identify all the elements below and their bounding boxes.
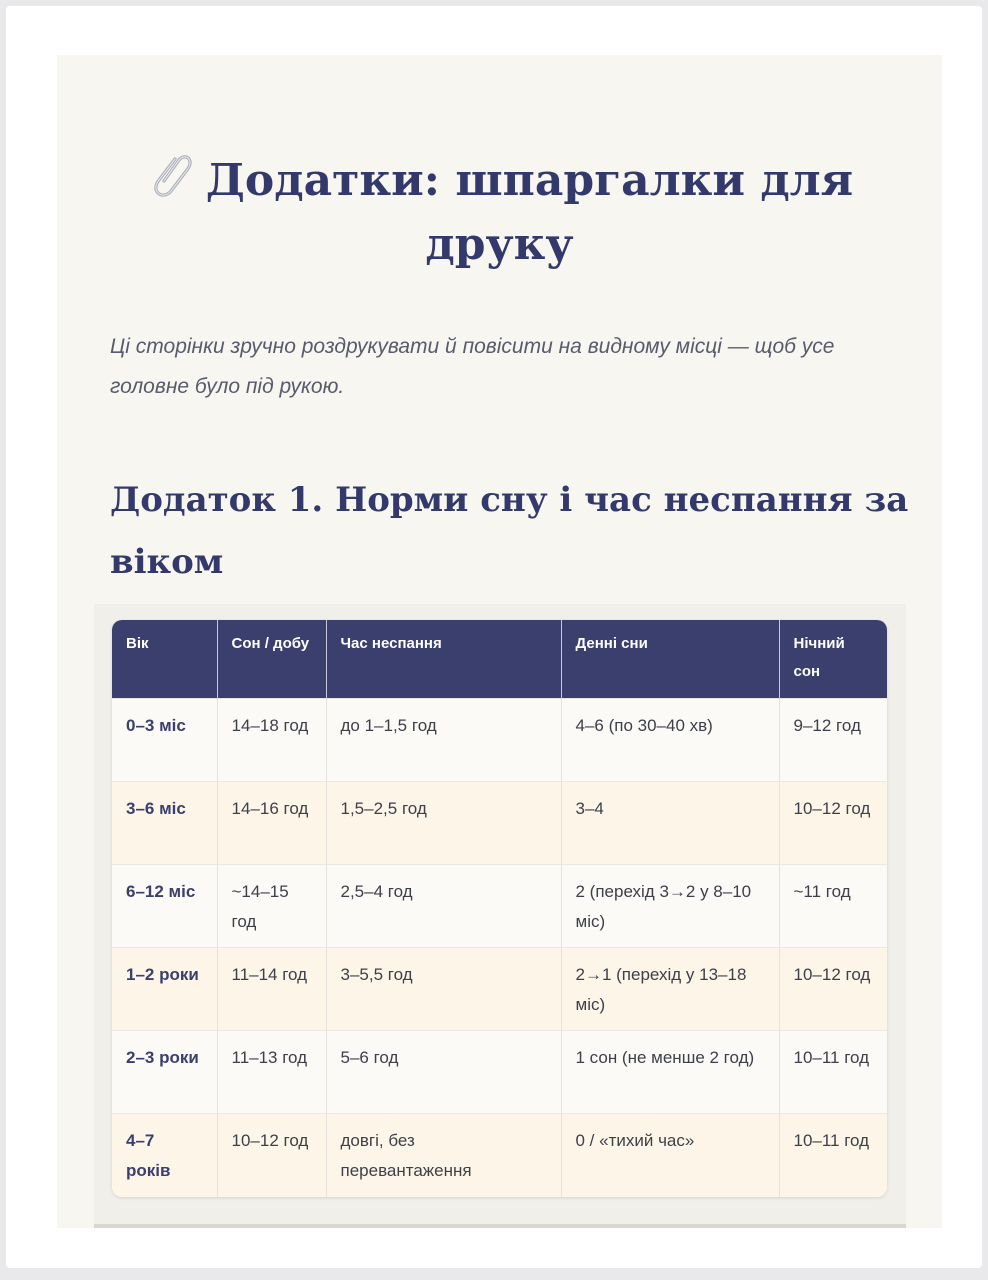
page-title <box>97 147 902 276</box>
cell-naps: 1 сон (не менше 2 год) <box>561 1031 779 1114</box>
cell-age: 1–2 роки <box>112 948 217 1031</box>
cell-night-sleep: 10–12 год <box>779 782 887 865</box>
cell-age: 0–3 міс <box>112 699 217 782</box>
cell-naps: 4–6 (по 30–40 хв) <box>561 699 779 782</box>
column-header-night-sleep: Нічний сон <box>779 620 887 699</box>
cell-naps: 2 (перехід 3→2 у 8–10 міс) <box>561 865 779 948</box>
table-header-row <box>112 620 887 699</box>
table-row <box>112 699 887 782</box>
cell-night-sleep: ~11 год <box>779 865 887 948</box>
page-title-text: Додатки: шпаргалки для друку <box>205 155 854 270</box>
sleep-norms-table-wrapper <box>112 620 887 1197</box>
cell-naps: 3–4 <box>561 782 779 865</box>
column-header-age: Вік <box>112 620 217 699</box>
cell-age: 3–6 міс <box>112 782 217 865</box>
cell-night-sleep: 10–12 год <box>779 948 887 1031</box>
cell-age: 6–12 міс <box>112 865 217 948</box>
cell-sleep-per-day: 14–16 год <box>217 782 326 865</box>
cell-wake-window: 3–5,5 год <box>326 948 561 1031</box>
cell-naps: 2→1 (перехід у 13–18 міс) <box>561 948 779 1031</box>
table-row <box>112 1031 887 1114</box>
cell-night-sleep: 10–11 год <box>779 1031 887 1114</box>
table-row <box>112 865 887 948</box>
cell-sleep-per-day: ~14–15 год <box>217 865 326 948</box>
cell-wake-window: 1,5–2,5 год <box>326 782 561 865</box>
table-row <box>112 948 887 1031</box>
cell-wake-window: довгі, без перевантаження <box>326 1114 561 1197</box>
cell-sleep-per-day: 11–14 год <box>217 948 326 1031</box>
column-header-wake-window: Час неспання <box>326 620 561 699</box>
intro-text: Ці сторінки зручно роздрукувати й повісити на видному місці — щоб усе головне було під рукою. <box>110 335 835 398</box>
document-sheet <box>6 6 982 1268</box>
table-row <box>112 782 887 865</box>
table-container <box>94 604 906 1228</box>
sleep-norms-table <box>112 620 887 1197</box>
cell-night-sleep: 10–11 год <box>779 1114 887 1197</box>
cell-age: 2–3 роки <box>112 1031 217 1114</box>
cell-sleep-per-day: 14–18 год <box>217 699 326 782</box>
paperclip-icon <box>146 147 196 214</box>
table-row <box>112 1114 887 1197</box>
cell-age: 4–7 років <box>112 1114 217 1197</box>
cell-sleep-per-day: 11–13 год <box>217 1031 326 1114</box>
column-header-naps: Денні сни <box>561 620 779 699</box>
column-header-sleep-per-day: Сон / добу <box>217 620 326 699</box>
cell-wake-window: 5–6 год <box>326 1031 561 1114</box>
section-title: Додаток 1. Норми сну і час неспання за віком <box>110 480 909 582</box>
cell-naps: 0 / «тихий час» <box>561 1114 779 1197</box>
cell-wake-window: 2,5–4 год <box>326 865 561 948</box>
cell-wake-window: до 1–1,5 год <box>326 699 561 782</box>
table-bottom-divider <box>94 1224 906 1228</box>
cell-sleep-per-day: 10–12 год <box>217 1114 326 1197</box>
cell-night-sleep: 9–12 год <box>779 699 887 782</box>
document-page <box>57 55 942 1228</box>
